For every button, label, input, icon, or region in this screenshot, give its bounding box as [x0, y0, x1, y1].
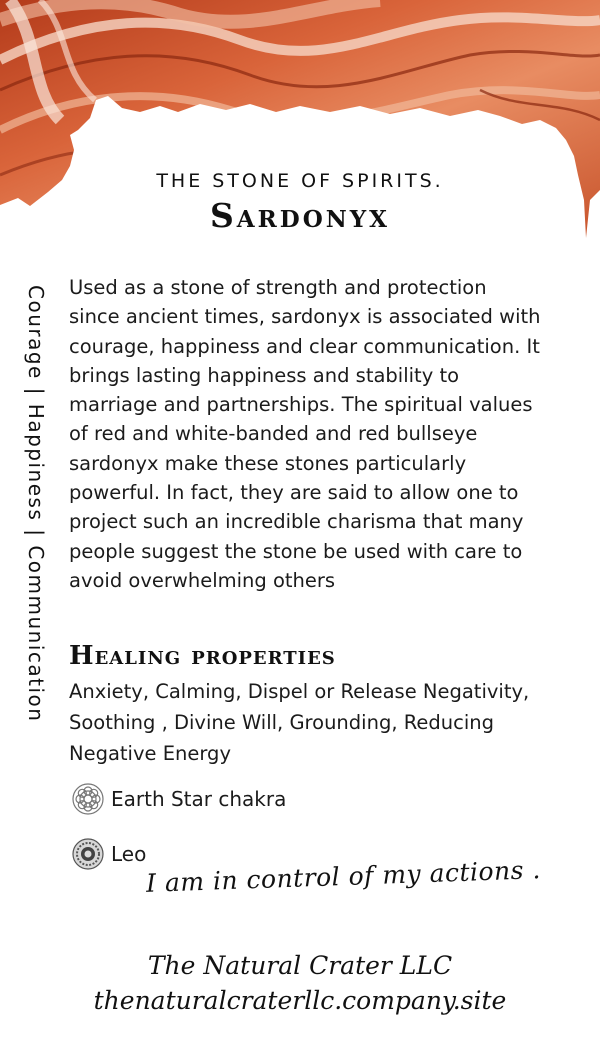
mandala-icon [71, 782, 105, 816]
leo-zodiac-icon [71, 837, 105, 871]
chakra-row [71, 782, 286, 816]
zodiac-label: Leo [111, 842, 147, 866]
healing-properties-heading: Healing properties [69, 641, 336, 671]
stone-description: Used as a stone of strength and protection since ancient times, sardonyx is associated with courage, happiness and clear communication. It brings lasting happiness and stability to marriage and partnerships. The spiritual values of red and white-banded and red bullseye sardonyx make these stones particularly powerful. In fact, they are said to allow one to project such an incredible charisma that many people suggest the stone be used with care to avoid overwhelming others [69, 276, 541, 592]
zodiac-row [71, 837, 146, 871]
stone-title: Sardonyx [209, 196, 391, 235]
affirmation-script: I am in control of my actions . [145, 855, 542, 898]
healing-properties-text: Anxiety, Calming, Dispel or Release Negativity, Soothing , Divine Will, Grounding, Reducing Negative Energy [69, 680, 530, 765]
keyword-strip: Courage | Happiness | Communication [24, 285, 48, 723]
chakra-label: Earth Star chakra [111, 787, 287, 811]
stone-subtitle: THE STONE OF SPIRITS. [156, 170, 444, 192]
company-website: thenaturalcraterllc.company.site [93, 986, 507, 1015]
company-name: The Natural Crater LLC [147, 951, 453, 980]
